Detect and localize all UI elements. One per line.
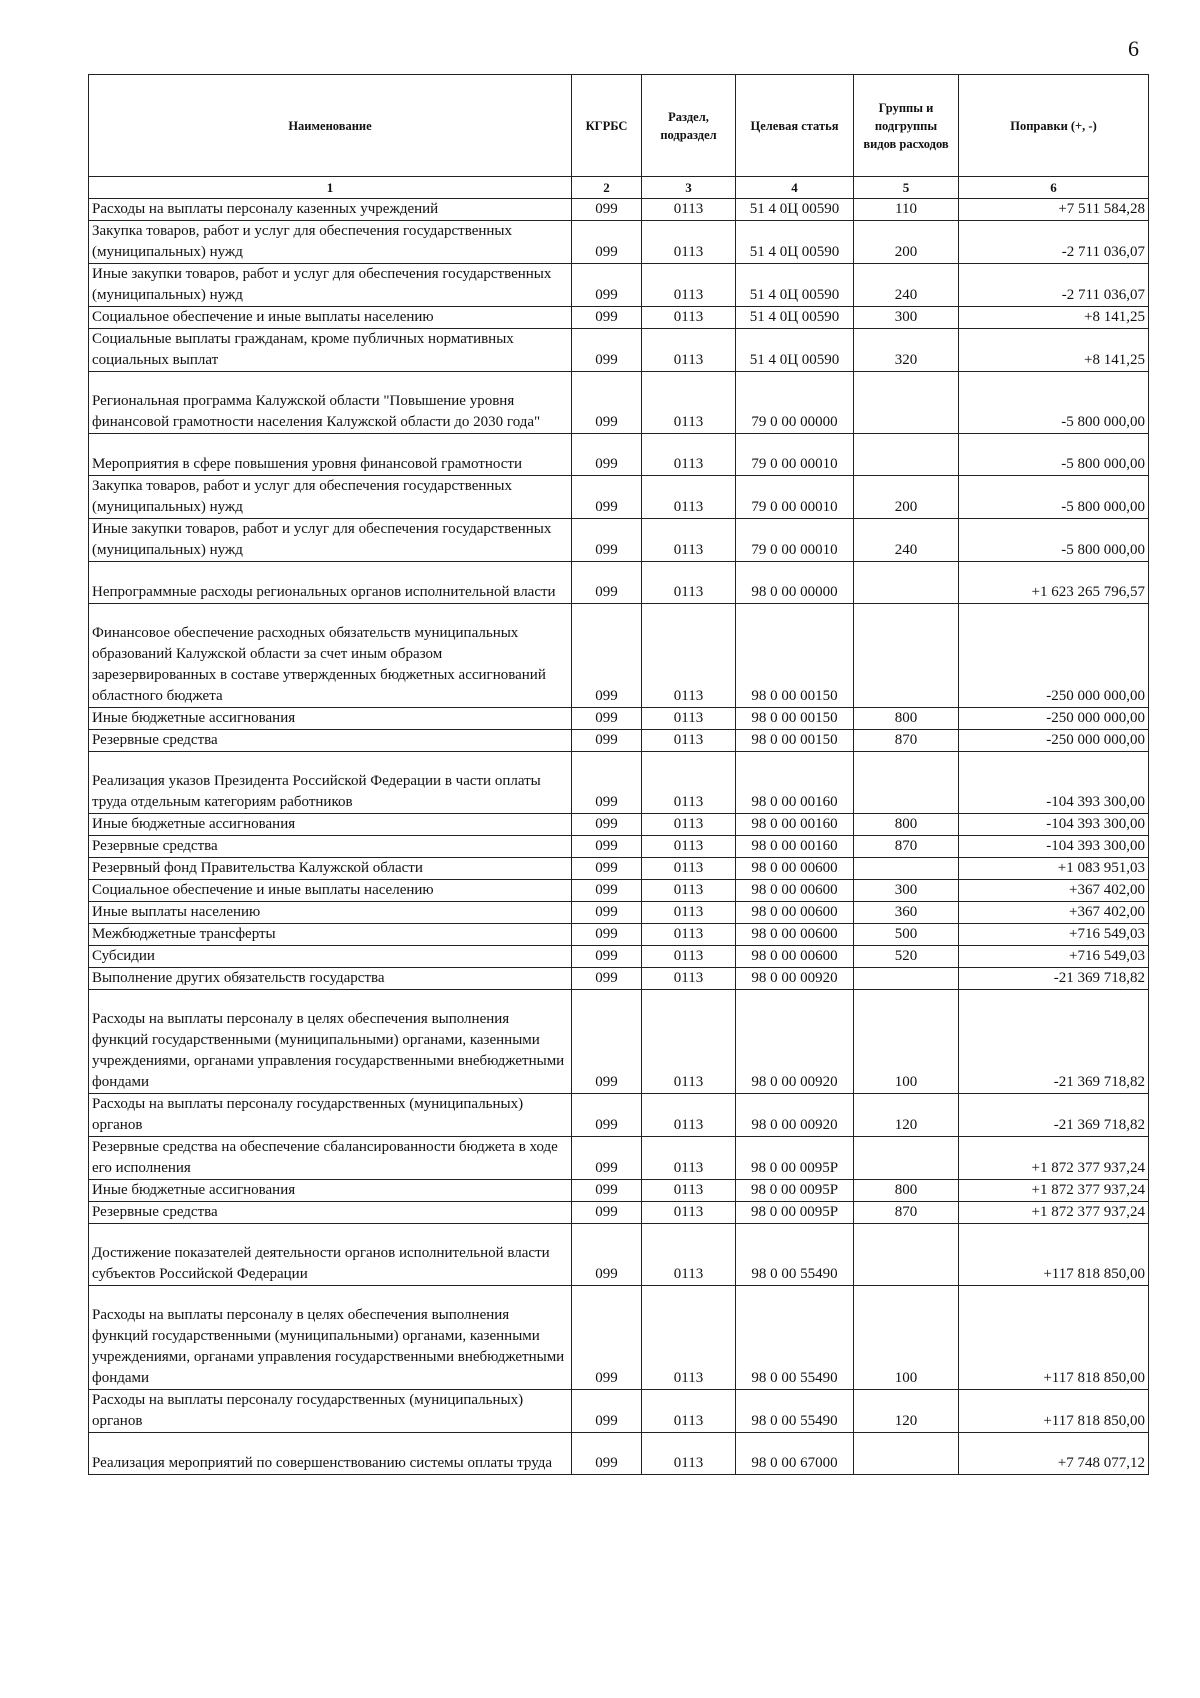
header-target: Целевая статья [736,75,854,177]
row-target-article: 98 0 00 0095Р [736,1137,854,1180]
column-number: 3 [642,177,736,199]
row-kgrbs: 099 [572,604,642,708]
table-row [89,990,1149,1094]
row-kgrbs: 099 [572,1094,642,1137]
table-row [89,814,1149,836]
row-amount: -2 711 036,07 [959,221,1149,264]
row-amount: +1 872 377 937,24 [959,1137,1149,1180]
row-expense-group: 320 [854,329,959,372]
row-target-article: 98 0 00 00150 [736,604,854,708]
row-amount: +1 872 377 937,24 [959,1202,1149,1224]
table-row [89,730,1149,752]
row-target-article: 98 0 00 55490 [736,1224,854,1286]
table-row [89,562,1149,604]
row-target-article: 98 0 00 00600 [736,902,854,924]
row-amount: -104 393 300,00 [959,836,1149,858]
row-target-article: 98 0 00 00160 [736,814,854,836]
row-section: 0113 [642,968,736,990]
row-expense-group [854,1224,959,1286]
row-amount: -5 800 000,00 [959,519,1149,562]
table-row [89,221,1149,264]
row-name: Иные закупки товаров, работ и услуг для обеспечения государственных (муниципальных) нужд [89,264,572,307]
row-name: Финансовое обеспечение расходных обязательств муниципальных образований Калужской области за счет иным образом зарезервированных в составе утвержденных бюджетных ассигнований областного бюджета [89,604,572,708]
row-target-article: 98 0 00 00600 [736,924,854,946]
row-section: 0113 [642,1094,736,1137]
row-amount: +716 549,03 [959,946,1149,968]
row-amount: +117 818 850,00 [959,1286,1149,1390]
row-section: 0113 [642,924,736,946]
row-target-article: 51 4 0Ц 00590 [736,221,854,264]
row-amount: +1 872 377 937,24 [959,1180,1149,1202]
budget-table [88,74,1149,1475]
row-name: Реализация мероприятий по совершенствованию системы оплаты труда [89,1433,572,1475]
row-amount: +117 818 850,00 [959,1224,1149,1286]
row-amount: +8 141,25 [959,307,1149,329]
row-amount: +117 818 850,00 [959,1390,1149,1433]
row-name: Расходы на выплаты персоналу в целях обеспечения выполнения функций государственными (муниципальными) органами, казенными учреждениями, органами управления государственными внебюджетными фондами [89,1286,572,1390]
row-kgrbs: 099 [572,476,642,519]
row-target-article: 98 0 00 00000 [736,562,854,604]
row-section: 0113 [642,199,736,221]
row-name: Резервные средства [89,1202,572,1224]
row-expense-group: 800 [854,708,959,730]
row-expense-group: 520 [854,946,959,968]
row-amount: +1 623 265 796,57 [959,562,1149,604]
row-amount: +8 141,25 [959,329,1149,372]
table-row [89,1202,1149,1224]
table-row [89,1094,1149,1137]
row-name: Социальное обеспечение и иные выплаты населению [89,880,572,902]
row-target-article: 98 0 00 00600 [736,946,854,968]
row-kgrbs: 099 [572,1202,642,1224]
row-section: 0113 [642,1390,736,1433]
row-name: Иные бюджетные ассигнования [89,708,572,730]
row-amount: +716 549,03 [959,924,1149,946]
row-name: Социальное обеспечение и иные выплаты населению [89,307,572,329]
table-row [89,752,1149,814]
row-target-article: 98 0 00 00920 [736,1094,854,1137]
row-kgrbs: 099 [572,880,642,902]
row-section: 0113 [642,221,736,264]
row-target-article: 79 0 00 00010 [736,476,854,519]
row-name: Достижение показателей деятельности органов исполнительной власти субъектов Российской Федерации [89,1224,572,1286]
table-row [89,946,1149,968]
row-expense-group: 870 [854,1202,959,1224]
row-kgrbs: 099 [572,1137,642,1180]
row-section: 0113 [642,1180,736,1202]
row-section: 0113 [642,708,736,730]
column-number-row [89,177,1149,199]
row-kgrbs: 099 [572,858,642,880]
row-expense-group: 870 [854,836,959,858]
header-amount: Поправки (+, -) [959,75,1149,177]
row-amount: -21 369 718,82 [959,990,1149,1094]
row-target-article: 79 0 00 00010 [736,519,854,562]
table-row [89,902,1149,924]
table-row [89,1433,1149,1475]
row-target-article: 79 0 00 00010 [736,434,854,476]
row-section: 0113 [642,519,736,562]
header-group: Группы и подгруппы видов расходов [854,75,959,177]
column-number: 4 [736,177,854,199]
row-expense-group [854,1137,959,1180]
row-name: Закупка товаров, работ и услуг для обеспечения государственных (муниципальных) нужд [89,476,572,519]
row-amount: -5 800 000,00 [959,476,1149,519]
row-expense-group: 500 [854,924,959,946]
row-section: 0113 [642,752,736,814]
row-kgrbs: 099 [572,519,642,562]
row-kgrbs: 099 [572,946,642,968]
row-section: 0113 [642,1286,736,1390]
row-target-article: 98 0 00 00150 [736,730,854,752]
row-expense-group: 800 [854,1180,959,1202]
row-target-article: 98 0 00 00160 [736,752,854,814]
row-name: Иные бюджетные ассигнования [89,1180,572,1202]
row-section: 0113 [642,902,736,924]
row-kgrbs: 099 [572,199,642,221]
row-name: Резервные средства на обеспечение сбалансированности бюджета в ходе его исполнения [89,1137,572,1180]
table-row [89,1224,1149,1286]
row-kgrbs: 099 [572,902,642,924]
row-name: Резервный фонд Правительства Калужской области [89,858,572,880]
table-row [89,924,1149,946]
table-row [89,1286,1149,1390]
row-expense-group: 240 [854,519,959,562]
row-expense-group: 110 [854,199,959,221]
table-row [89,836,1149,858]
row-amount: -250 000 000,00 [959,730,1149,752]
row-expense-group [854,434,959,476]
row-kgrbs: 099 [572,814,642,836]
row-kgrbs: 099 [572,329,642,372]
table-row [89,858,1149,880]
table-row [89,372,1149,434]
row-kgrbs: 099 [572,730,642,752]
column-number: 6 [959,177,1149,199]
row-name: Реализация указов Президента Российской Федерации в части оплаты труда отдельным категориям работников [89,752,572,814]
row-target-article: 98 0 00 00920 [736,990,854,1094]
row-name: Непрограммные расходы региональных органов исполнительной власти [89,562,572,604]
row-amount: -104 393 300,00 [959,752,1149,814]
row-expense-group: 300 [854,880,959,902]
row-section: 0113 [642,880,736,902]
row-target-article: 98 0 00 00160 [736,836,854,858]
row-section: 0113 [642,562,736,604]
row-kgrbs: 099 [572,264,642,307]
table-row [89,307,1149,329]
row-target-article: 51 4 0Ц 00590 [736,329,854,372]
row-kgrbs: 099 [572,708,642,730]
row-kgrbs: 099 [572,924,642,946]
row-kgrbs: 099 [572,1180,642,1202]
row-expense-group: 120 [854,1094,959,1137]
row-kgrbs: 099 [572,836,642,858]
row-section: 0113 [642,814,736,836]
row-name: Социальные выплаты гражданам, кроме публичных нормативных социальных выплат [89,329,572,372]
row-expense-group: 360 [854,902,959,924]
row-target-article: 98 0 00 0095Р [736,1202,854,1224]
table-row [89,199,1149,221]
row-section: 0113 [642,329,736,372]
row-name: Расходы на выплаты персоналу казенных учреждений [89,199,572,221]
row-kgrbs: 099 [572,562,642,604]
row-kgrbs: 099 [572,1224,642,1286]
row-expense-group: 200 [854,476,959,519]
row-target-article: 98 0 00 67000 [736,1433,854,1475]
row-amount: -250 000 000,00 [959,604,1149,708]
table-row [89,1180,1149,1202]
row-section: 0113 [642,858,736,880]
row-section: 0113 [642,990,736,1094]
row-amount: +367 402,00 [959,902,1149,924]
row-expense-group: 120 [854,1390,959,1433]
row-kgrbs: 099 [572,1390,642,1433]
row-section: 0113 [642,836,736,858]
table-row [89,968,1149,990]
row-kgrbs: 099 [572,968,642,990]
row-kgrbs: 099 [572,221,642,264]
header-kgrbs: КГРБС [572,75,642,177]
row-name: Расходы на выплаты персоналу государственных (муниципальных) органов [89,1390,572,1433]
row-target-article: 98 0 00 0095Р [736,1180,854,1202]
row-expense-group [854,1433,959,1475]
row-target-article: 51 4 0Ц 00590 [736,199,854,221]
row-section: 0113 [642,372,736,434]
row-section: 0113 [642,1137,736,1180]
row-expense-group [854,858,959,880]
row-expense-group: 100 [854,990,959,1094]
row-name: Закупка товаров, работ и услуг для обеспечения государственных (муниципальных) нужд [89,221,572,264]
table-row [89,1390,1149,1433]
row-expense-group [854,752,959,814]
row-name: Расходы на выплаты персоналу в целях обеспечения выполнения функций государственными (муниципальными) органами, казенными учреждениями, органами управления государственными внебюджетными фондами [89,990,572,1094]
row-expense-group: 200 [854,221,959,264]
row-section: 0113 [642,604,736,708]
row-target-article: 79 0 00 00000 [736,372,854,434]
table-row [89,519,1149,562]
row-amount: +367 402,00 [959,880,1149,902]
row-section: 0113 [642,1224,736,1286]
row-kgrbs: 099 [572,1286,642,1390]
row-expense-group: 100 [854,1286,959,1390]
row-expense-group: 300 [854,307,959,329]
header-name: Наименование [89,75,572,177]
row-expense-group: 800 [854,814,959,836]
row-amount: +7 748 077,12 [959,1433,1149,1475]
row-amount: -2 711 036,07 [959,264,1149,307]
table-row [89,708,1149,730]
row-target-article: 98 0 00 55490 [736,1286,854,1390]
row-section: 0113 [642,946,736,968]
row-name: Региональная программа Калужской области "Повышение уровня финансовой грамотности населения Калужской области до 2030 года" [89,372,572,434]
row-name: Иные выплаты населению [89,902,572,924]
row-target-article: 98 0 00 00600 [736,858,854,880]
table-row [89,434,1149,476]
table-body [89,199,1149,1475]
page-number: 6 [1128,36,1139,61]
row-target-article: 51 4 0Ц 00590 [736,264,854,307]
row-name: Мероприятия в сфере повышения уровня финансовой грамотности [89,434,572,476]
row-expense-group: 870 [854,730,959,752]
row-expense-group: 240 [854,264,959,307]
row-section: 0113 [642,434,736,476]
row-section: 0113 [642,1202,736,1224]
row-name: Резервные средства [89,836,572,858]
row-amount: -21 369 718,82 [959,1094,1149,1137]
column-number: 2 [572,177,642,199]
row-kgrbs: 099 [572,1433,642,1475]
row-amount: -21 369 718,82 [959,968,1149,990]
row-section: 0113 [642,1433,736,1475]
column-number: 5 [854,177,959,199]
table-row [89,1137,1149,1180]
table-row [89,476,1149,519]
row-target-article: 51 4 0Ц 00590 [736,307,854,329]
row-target-article: 98 0 00 00150 [736,708,854,730]
row-kgrbs: 099 [572,372,642,434]
row-kgrbs: 099 [572,434,642,476]
header-row [89,75,1149,177]
row-expense-group [854,372,959,434]
row-target-article: 98 0 00 00920 [736,968,854,990]
row-expense-group [854,604,959,708]
row-amount: -5 800 000,00 [959,372,1149,434]
row-name: Иные закупки товаров, работ и услуг для обеспечения государственных (муниципальных) нужд [89,519,572,562]
row-name: Субсидии [89,946,572,968]
table-row [89,880,1149,902]
row-section: 0113 [642,476,736,519]
table-row [89,264,1149,307]
row-amount: +7 511 584,28 [959,199,1149,221]
row-name: Выполнение других обязательств государства [89,968,572,990]
row-kgrbs: 099 [572,990,642,1094]
row-section: 0113 [642,730,736,752]
row-name: Расходы на выплаты персоналу государственных (муниципальных) органов [89,1094,572,1137]
row-kgrbs: 099 [572,752,642,814]
row-amount: +1 083 951,03 [959,858,1149,880]
row-section: 0113 [642,264,736,307]
row-amount: -5 800 000,00 [959,434,1149,476]
header-section: Раздел, подраздел [642,75,736,177]
row-section: 0113 [642,307,736,329]
row-name: Иные бюджетные ассигнования [89,814,572,836]
row-expense-group [854,968,959,990]
row-name: Резервные средства [89,730,572,752]
table-row [89,329,1149,372]
table-row [89,604,1149,708]
row-target-article: 98 0 00 55490 [736,1390,854,1433]
row-kgrbs: 099 [572,307,642,329]
row-target-article: 98 0 00 00600 [736,880,854,902]
row-expense-group [854,562,959,604]
row-name: Межбюджетные трансферты [89,924,572,946]
column-number: 1 [89,177,572,199]
row-amount: -104 393 300,00 [959,814,1149,836]
row-amount: -250 000 000,00 [959,708,1149,730]
